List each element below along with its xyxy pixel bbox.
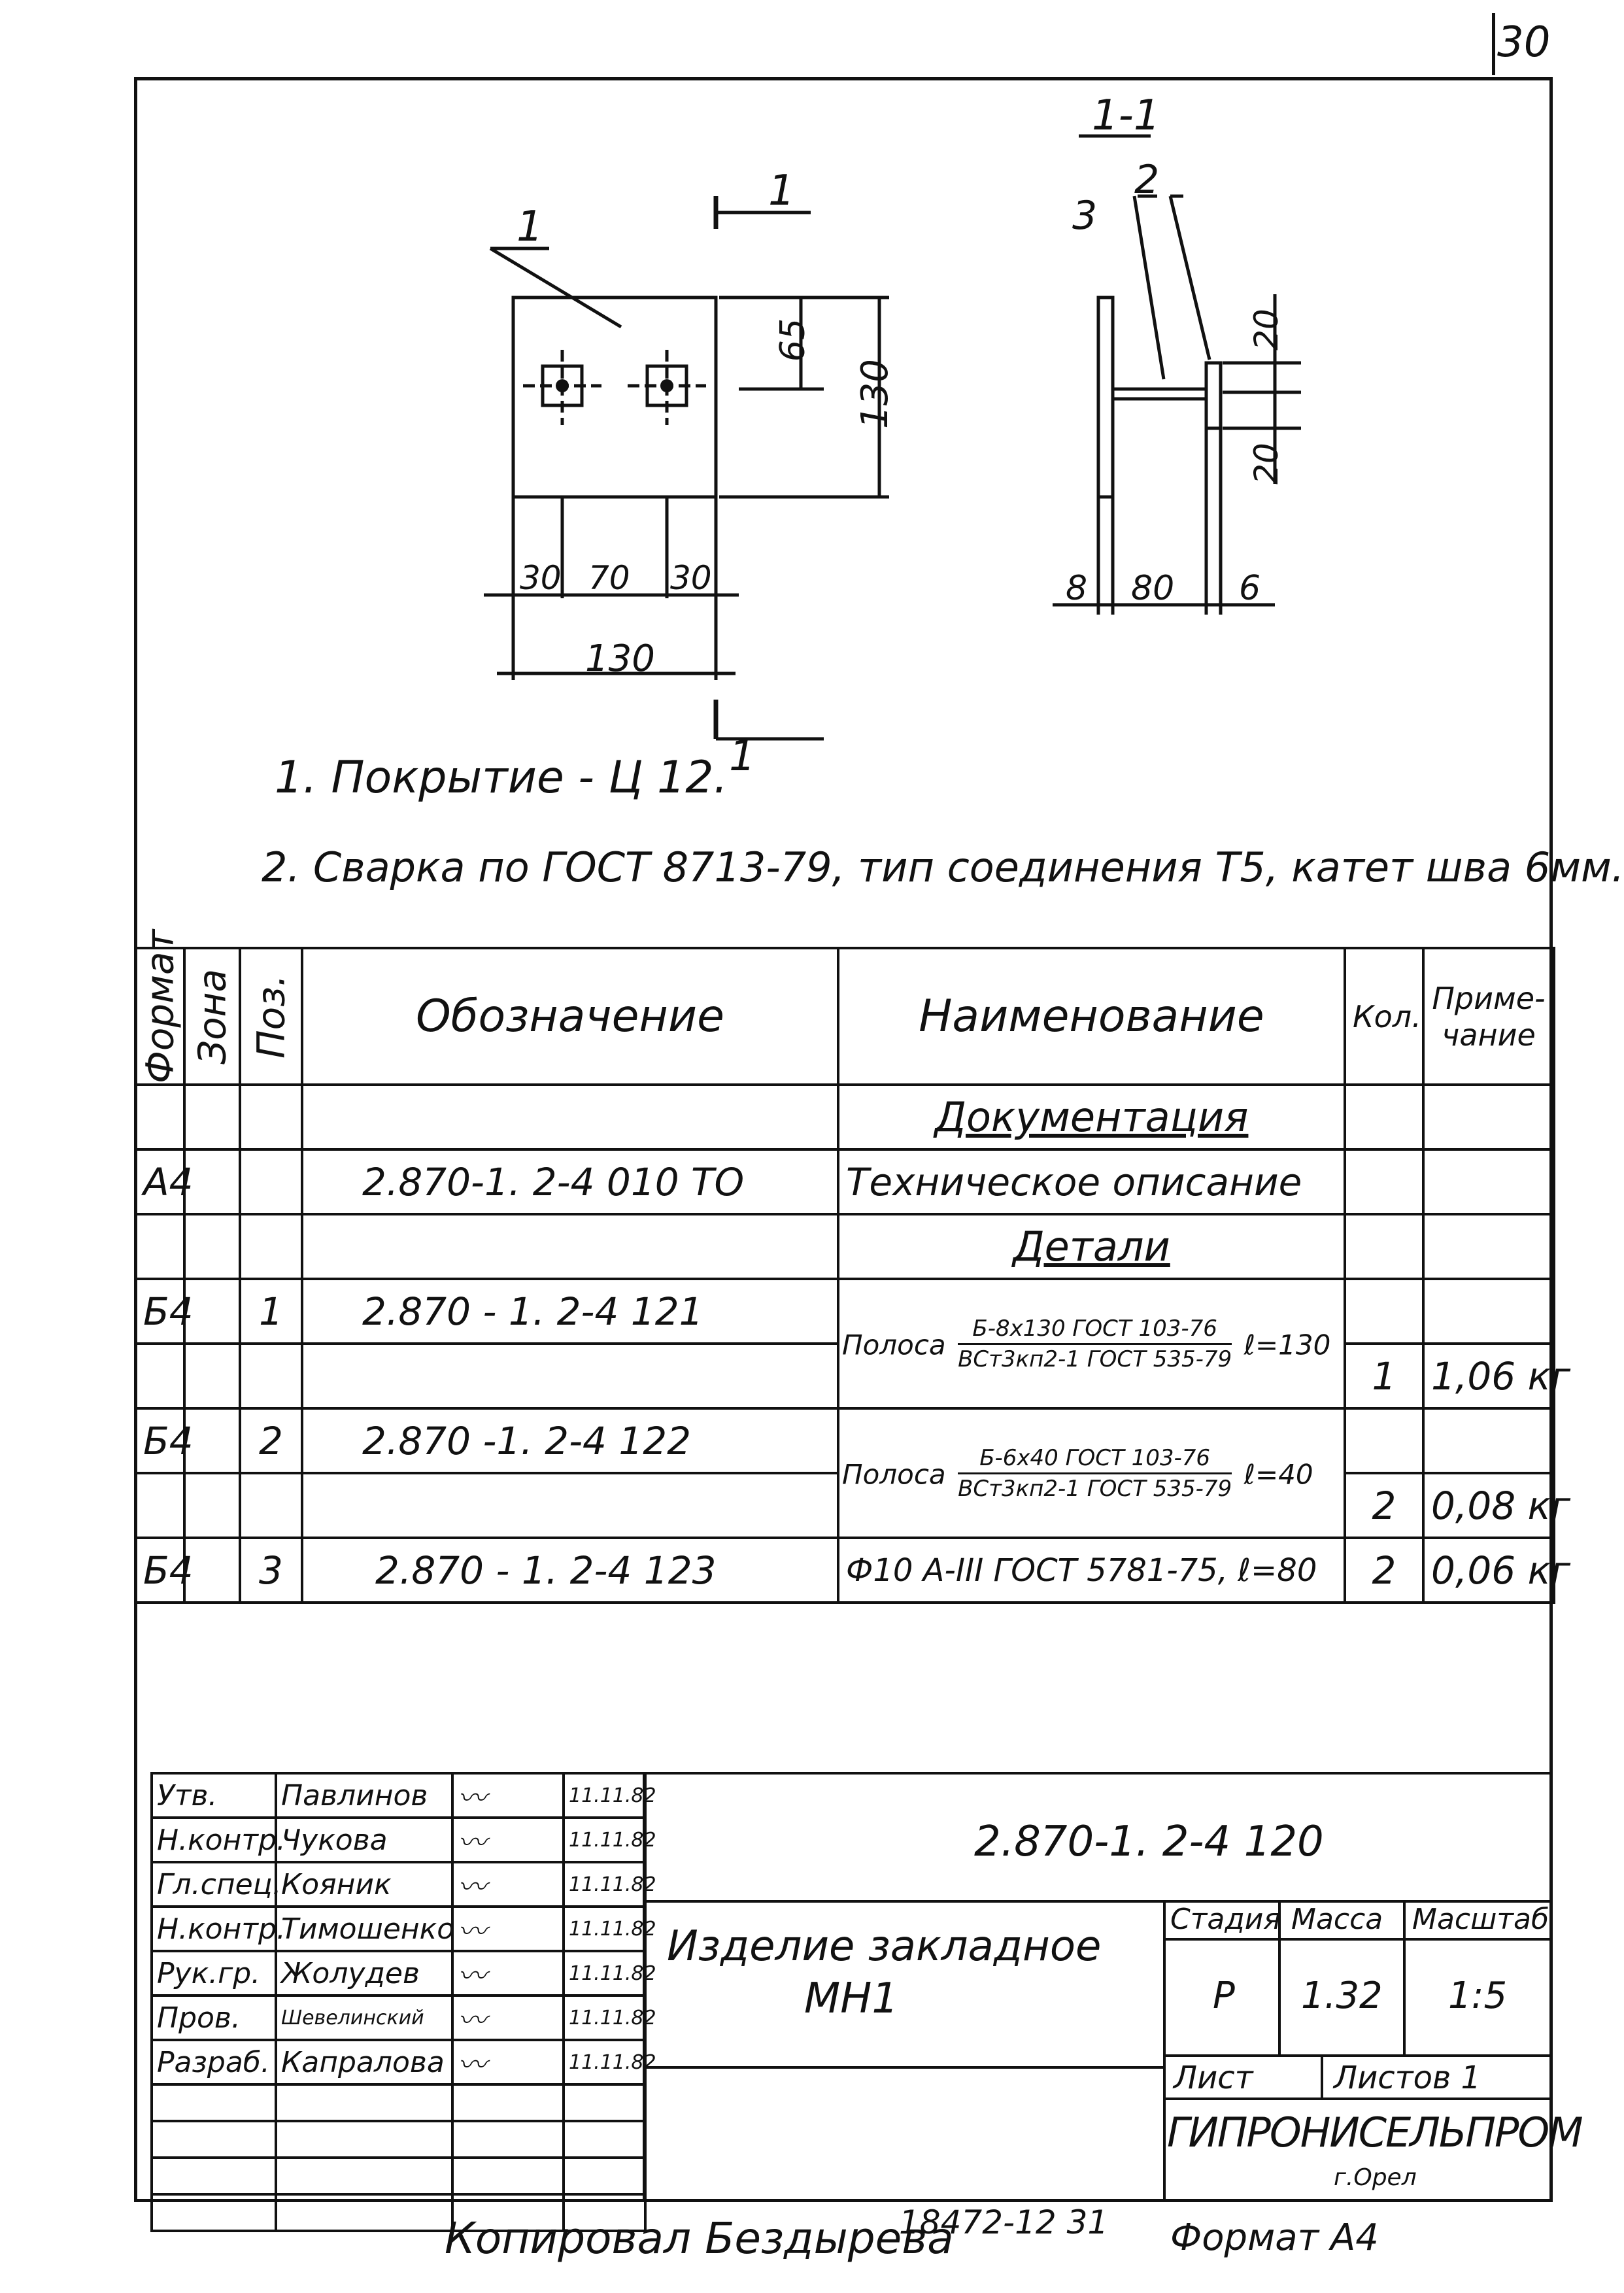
- organization: ГИПРОНИСЕЛЬПРОМ: [1167, 2109, 1582, 2156]
- header-name: Наименование: [838, 948, 1345, 1085]
- table-row: [135, 1085, 1554, 1149]
- section-plate-right: [1206, 363, 1221, 428]
- signer-row: Н.контр. Тимошенко 〰 11.11.82: [152, 1907, 645, 1951]
- cell-format: Б4: [135, 1279, 184, 1344]
- signer-row: Н.контр. Чукова 〰 11.11.82: [152, 1818, 645, 1862]
- dim-6: 6: [1239, 569, 1261, 608]
- scale-label: Масштаб: [1412, 1903, 1549, 1936]
- cell-note: 1,06 кг: [1423, 1344, 1554, 1408]
- dim-65: 65: [773, 318, 813, 362]
- dim-130-vertical: 130: [853, 359, 896, 429]
- cut-mark-top: 1: [768, 167, 795, 215]
- header-format: Формат: [135, 948, 184, 1085]
- dim-8: 8: [1066, 569, 1088, 608]
- signature: 〰: [452, 1996, 564, 2040]
- cell-designation: 2.870 - 1. 2-4 123: [302, 1538, 838, 1603]
- part-label-1: 1: [516, 203, 543, 251]
- header-designation: Обозначение: [302, 948, 838, 1085]
- cell-name: Техническое описание: [838, 1149, 1345, 1214]
- cell-pos: 1: [240, 1279, 302, 1344]
- product-name: Изделие закладное: [667, 1922, 1102, 1971]
- name-fraction: $\frac{\text{Б-6х40 ГОСТ 103-76}}{\text{ВСт3кп2-1 ГОСТ 535-79}}$: [958, 1444, 1232, 1502]
- sheets-label: Листов 1: [1334, 2060, 1481, 2096]
- dim-30-right: 30: [670, 559, 712, 597]
- cell-name: Ф10 А-III ГОСТ 5781-75, ℓ=80: [838, 1538, 1345, 1603]
- scale-value: 1:5: [1448, 1975, 1508, 2017]
- signer-row: Рук.гр. Жолудев 〰 11.11.82: [152, 1951, 645, 1996]
- dim-30-left: 30: [520, 559, 562, 597]
- section-parts: Детали: [838, 1214, 1345, 1279]
- header-pos: Поз.: [240, 948, 302, 1085]
- cell-format: Б4: [135, 1538, 184, 1603]
- table-row: [135, 1408, 1554, 1473]
- stage-label: Стадия: [1170, 1903, 1281, 1936]
- table-row: [135, 1538, 1554, 1603]
- dim-70: 70: [588, 559, 630, 597]
- cell-format: А4: [135, 1149, 184, 1214]
- table-row: [135, 1279, 1554, 1344]
- signature: 〰: [452, 1818, 564, 1862]
- signer-row: Разраб. Капралова 〰 11.11.82: [152, 2040, 645, 2084]
- header-qty: Кол.: [1345, 948, 1423, 1085]
- section-label: 1-1: [1092, 92, 1160, 140]
- part-label-3: 3: [1072, 193, 1098, 239]
- signer-row: Утв. Павлинов 〰 11.11.82: [152, 1773, 645, 1818]
- dim-130-horizontal: 130: [585, 637, 655, 680]
- cell-format: Б4: [135, 1408, 184, 1473]
- cell-note: 0,06 кг: [1423, 1538, 1554, 1603]
- signer-row: Гл.спец. Кояник 〰 11.11.82: [152, 1862, 645, 1907]
- header-zone: Зона: [184, 948, 240, 1085]
- copied-by: Копировал Бездырева: [445, 2213, 954, 2264]
- cell-designation: 2.870-1. 2-4 010 ТО: [302, 1149, 838, 1214]
- sheet-label: Лист: [1174, 2060, 1253, 2096]
- table-row: [135, 1149, 1554, 1214]
- cut-mark-bottom: 1: [729, 732, 756, 781]
- signature: 〰: [452, 1862, 564, 1907]
- archive-stamp: 18472-12 31: [899, 2203, 1109, 2241]
- cell-name: Полоса $\frac{\text{Б-6х40 ГОСТ 103-76}}{\text{ВСт3кп2-1 ГОСТ 535-79}}$ ℓ=40: [838, 1408, 1345, 1538]
- signature: 〰: [452, 1773, 564, 1818]
- city: г.Орел: [1334, 2164, 1417, 2191]
- doc-code: 2.870-1. 2-4 120: [974, 1818, 1324, 1866]
- cell-designation: 2.870 - 1. 2-4 121: [302, 1279, 838, 1344]
- dim-20-bottom: 20: [1247, 443, 1285, 484]
- signature: 〰: [452, 1907, 564, 1951]
- cell-note: 0,08 кг: [1423, 1473, 1554, 1538]
- dim-20-top: 20: [1247, 309, 1285, 350]
- part-label-2: 2: [1134, 157, 1160, 203]
- specification-table: [134, 929, 1571, 1604]
- cell-pos: 3: [240, 1538, 302, 1603]
- cell-pos: 2: [240, 1408, 302, 1473]
- dim-80: 80: [1131, 569, 1175, 608]
- cell-qty: 2: [1345, 1538, 1423, 1603]
- table-header-row: [135, 948, 1554, 1085]
- mass-label: Масса: [1291, 1903, 1383, 1936]
- signers-table: [150, 1772, 656, 2232]
- note-2: 2. Сварка по ГОСТ 8713-79, тип соединения Т5, катет шва 6мм.: [262, 843, 1624, 891]
- page-number: 30: [1497, 18, 1551, 67]
- note-1: 1. Покрытие - Ц 12.: [275, 752, 728, 804]
- cell-qty: 2: [1345, 1473, 1423, 1538]
- cell-designation: 2.870 -1. 2-4 122: [302, 1408, 838, 1473]
- cell-name: Полоса $\frac{\text{Б-8х130 ГОСТ 103-76}}{\text{ВСт3кп2-1 ГОСТ 535-79}}$ ℓ=130: [838, 1279, 1345, 1408]
- table-row: [135, 1214, 1554, 1279]
- section-documentation: Документация: [838, 1085, 1345, 1149]
- signature: 〰: [452, 1951, 564, 1996]
- mass-value: 1.32: [1301, 1975, 1383, 2017]
- sheet-format: Формат А4: [1170, 2217, 1379, 2259]
- section-plate-left: [1098, 297, 1113, 497]
- signature: 〰: [452, 2040, 564, 2084]
- product-code: МН1: [804, 1975, 899, 2023]
- header-note: Приме-чание: [1423, 948, 1554, 1085]
- cell-qty: 1: [1345, 1344, 1423, 1408]
- stage-value: Р: [1213, 1975, 1235, 2017]
- name-fraction: $\frac{\text{Б-8х130 ГОСТ 103-76}}{\text{ВСт3кп2-1 ГОСТ 535-79}}$: [958, 1315, 1232, 1372]
- signer-row: Пров. Шевелинский 〰 11.11.82: [152, 1996, 645, 2040]
